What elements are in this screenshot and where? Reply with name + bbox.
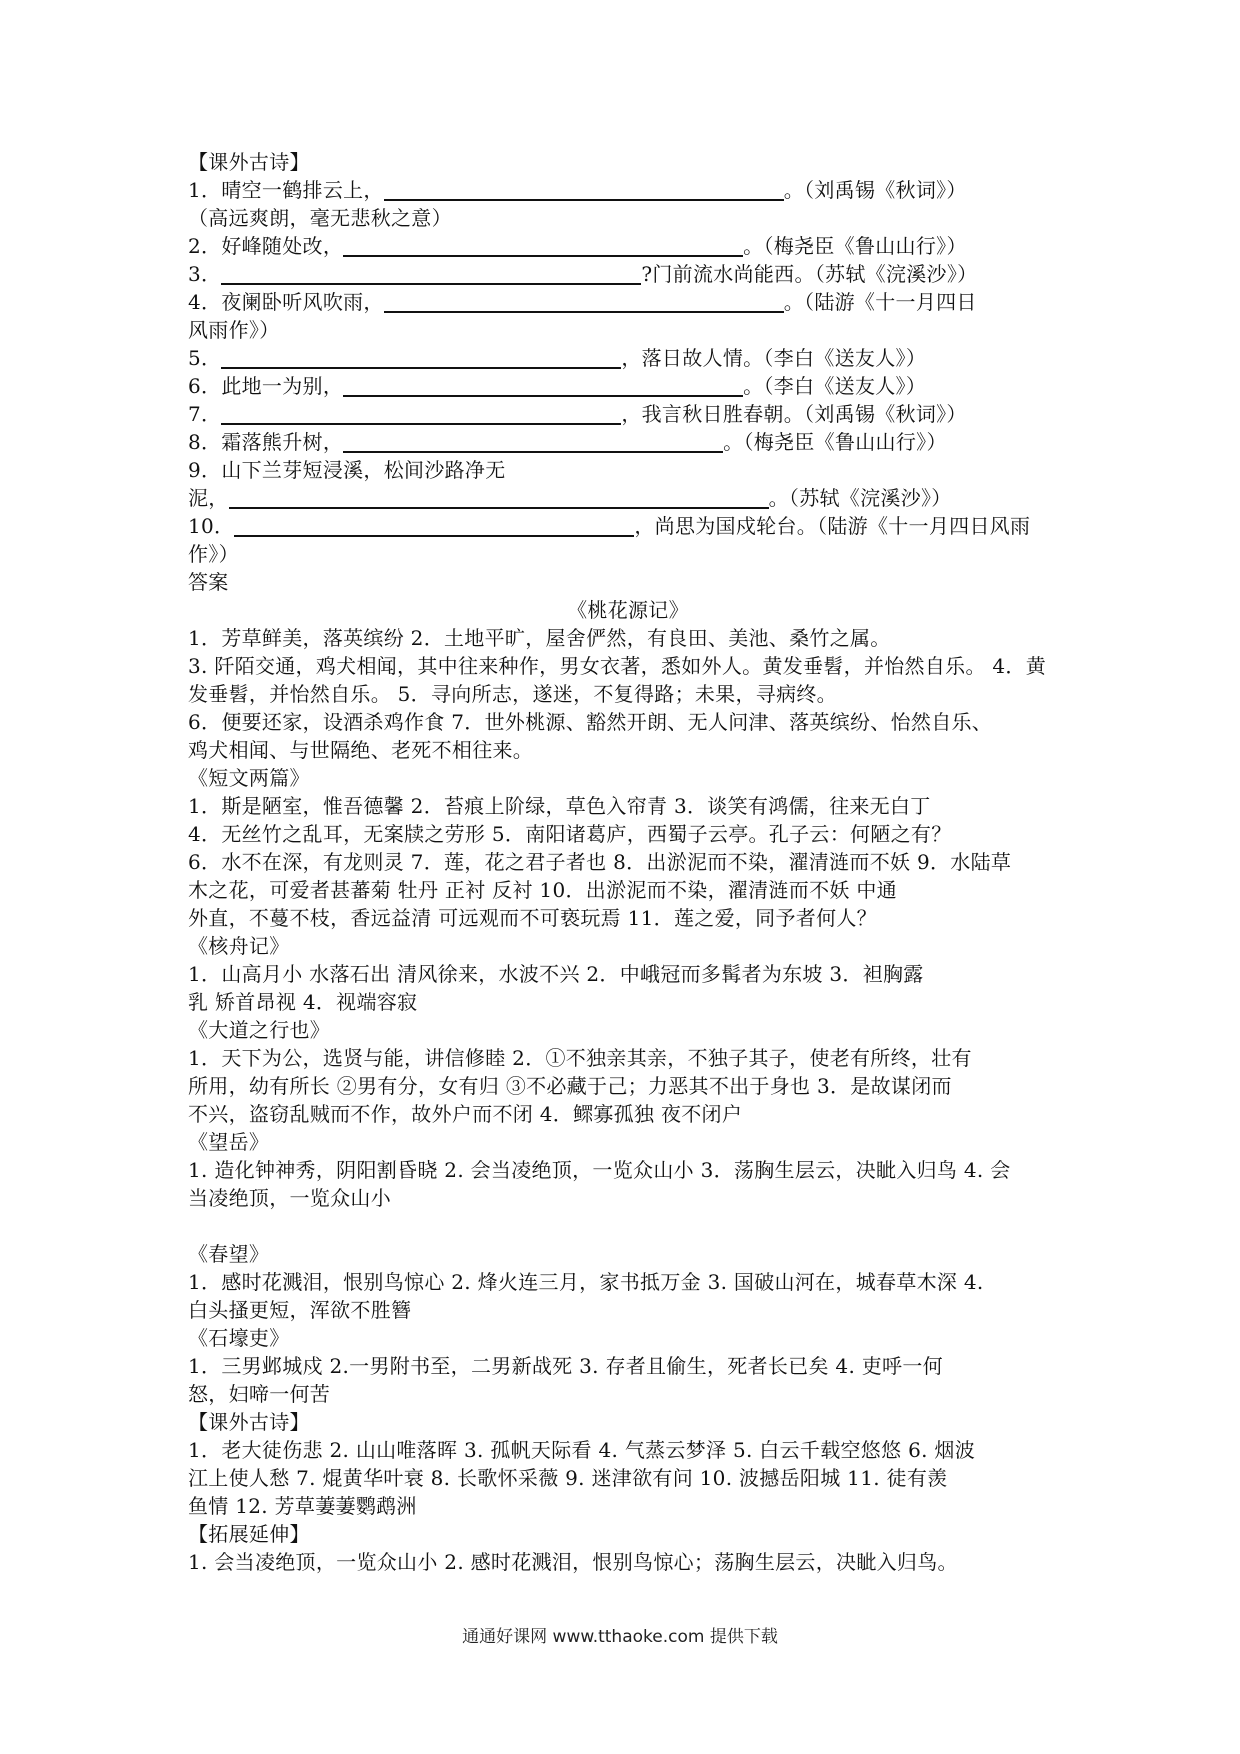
shihao-title: 《石壕吏》: [188, 1326, 290, 1350]
question-10: 10． ，尚思为国戍轮台。（陆游《十一月四日风雨: [188, 514, 1031, 538]
answer-line: 1．老大徒伤悲 2. 山山唯落晖 3. 孤帆天际看 4. 气蒸云梦泽 5. 白云千载空悠悠 6. 烟波: [188, 1438, 976, 1462]
answer-blank[interactable]: [384, 179, 784, 201]
answer-line: 外直，不蔓不枝，香远益清 可远观而不可亵玩焉 11．莲之爱，同予者何人？: [188, 906, 877, 930]
answer-line: 鱼情 12. 芳草萋萋鹦鹉洲: [188, 1494, 417, 1518]
document-body: [188, 148, 1068, 1576]
answer-blank[interactable]: [343, 235, 743, 257]
answer-line: 4．无丝竹之乱耳，无案牍之劳形 5．南阳诸葛庐，西蜀子云亭。孔子云：何陋之有？: [188, 822, 952, 846]
answer-blank[interactable]: [384, 291, 784, 313]
answer-line: 鸡犬相闻、与世隔绝、老死不相往来。: [188, 738, 534, 762]
answer-line: 1．芳草鲜美，落英缤纷 2．土地平旷，屋舍俨然，有良田、美池、桑竹之属。: [188, 626, 891, 650]
page-footer: 通通好课网 www.tthaoke.com 提供下载: [462, 1627, 778, 1647]
answer-line: 江上使人愁 7. 焜黄华叶衰 8. 长歌怀采薇 9. 迷津欲有问 10. 波撼岳阳城 11. 徒有羡: [188, 1466, 948, 1490]
answer-line: 发垂髫，并怡然自乐。 5．寻向所志，遂迷，不复得路；未果，寻病终。: [188, 682, 837, 706]
answer-line: 所用，幼有所长 ②男有分，女有归 ③不必藏于己；力恶其不出于身也 3．是故谋闭而: [188, 1074, 952, 1098]
answer-line: 1．斯是陋室，惟吾德馨 2．苔痕上阶绿，草色入帘青 3．谈笑有鸿儒，往来无白丁: [188, 794, 931, 818]
answer-line: 1．感时花溅泪，恨别鸟惊心 2. 烽火连三月，家书抵万金 3. 国破山河在，城春草木深 4.: [188, 1270, 984, 1294]
question-8: 8．霜落熊升树， 。（梅尧臣《鲁山山行》）: [188, 430, 947, 454]
tuozhan-title: 【拓展延伸】: [188, 1522, 310, 1546]
answer-blank[interactable]: [221, 263, 641, 285]
answer-blank[interactable]: [221, 347, 621, 369]
answer-line: 1．三男邺城戍 2.一男附书至，二男新战死 3. 存者且偷生，死者长已矣 4. 吏呼一何: [188, 1354, 943, 1378]
dadao-title: 《大道之行也》: [188, 1018, 331, 1042]
answer-line: 1. 会当凌绝顶，一览众山小 2. 感时花溅泪，恨别鸟惊心；荡胸生层云，决眦入归鸟。: [188, 1550, 958, 1574]
answer-line: 当凌绝顶，一览众山小: [188, 1186, 391, 1210]
answer-line: 1．天下为公，选贤与能，讲信修睦 2．①不独亲其亲，不独子其子，使老有所终，壮有: [188, 1046, 972, 1070]
answer-line: 白头搔更短，浑欲不胜簪: [188, 1298, 412, 1322]
answer-blank[interactable]: [234, 515, 634, 537]
wangyue-title: 《望岳》: [188, 1130, 270, 1154]
question-1: 1．晴空一鹤排云上， 。（刘禹锡《秋词》）: [188, 178, 967, 202]
answer-line: 6．便要还家，设酒杀鸡作食 7．世外桃源、豁然开朗、无人问津、落英缤纷、怡然自乐、: [188, 710, 993, 734]
question-4: 4．夜阑卧听风吹雨， 。（陆游《十一月四日: [188, 290, 977, 314]
spacer: [188, 1212, 1068, 1240]
question-5: 5． ，落日故人情。（李白《送友人》）: [188, 346, 927, 370]
answer-blank[interactable]: [343, 375, 743, 397]
answer-blank[interactable]: [229, 487, 769, 509]
question-9-cont: 泥， 。（苏轼《浣溪沙》）: [188, 486, 952, 510]
question-6: 6．此地一为别， 。（李白《送友人》）: [188, 374, 927, 398]
answer-line: 不兴，盗窃乱贼而不作，故外户而不闭 4．鳏寡孤独 夜不闭户: [188, 1102, 743, 1126]
answer-line: 1. 造化钟神秀，阴阳割昏晓 2. 会当凌绝顶，一览众山小 3．荡胸生层云，决眦入归鸟 4. 会: [188, 1158, 1011, 1182]
question-2: 2．好峰随处改， 。（梅尧臣《鲁山山行》）: [188, 234, 967, 258]
question-10-cont: 作》）: [188, 542, 239, 566]
answer-line: 乳 矫首昂视 4．视端容寂: [188, 990, 418, 1014]
question-1-note: （高远爽朗，毫无悲秋之意）: [188, 206, 452, 230]
question-7: 7． ，我言秋日胜春朝。（刘禹锡《秋词》）: [188, 402, 967, 426]
answer-blank[interactable]: [343, 431, 723, 453]
answers-label: 答案: [188, 570, 229, 594]
kewai-title: 【课外古诗】: [188, 1410, 310, 1434]
answer-blank[interactable]: [221, 403, 621, 425]
answer-line: 木之花，可爱者甚蕃菊 牡丹 正衬 反衬 10．出淤泥而不染，濯清涟而不妖 中通: [188, 878, 897, 902]
answer-line: 6．水不在深，有龙则灵 7．莲，花之君子者也 8．出淤泥而不染，濯清涟而不妖 9．水陆草: [188, 850, 1012, 874]
taohua-title: 《桃花源记》: [567, 598, 689, 622]
question-4-cont: 风雨作》）: [188, 318, 280, 342]
question-3: 3． ?门前流水尚能西。（苏轼《浣溪沙》）: [188, 262, 978, 286]
hezhou-title: 《核舟记》: [188, 934, 290, 958]
duanwen-title: 《短文两篇》: [188, 766, 310, 790]
section-heading: 【课外古诗】: [188, 150, 310, 174]
answer-line: 3. 阡陌交通，鸡犬相闻，其中往来种作，男女衣著，悉如外人。黄发垂髫，并怡然自乐。 4．黄: [188, 654, 1047, 678]
answer-line: 怒，妇啼一何苦: [188, 1382, 331, 1406]
answer-line: 1．山高月小 水落石出 清风徐来，水波不兴 2．中峨冠而多髯者为东坡 3．袒胸露: [188, 962, 924, 986]
chunwang-title: 《春望》: [188, 1242, 270, 1266]
question-9: 9．山下兰芽短浸溪，松间沙路净无: [188, 458, 506, 482]
